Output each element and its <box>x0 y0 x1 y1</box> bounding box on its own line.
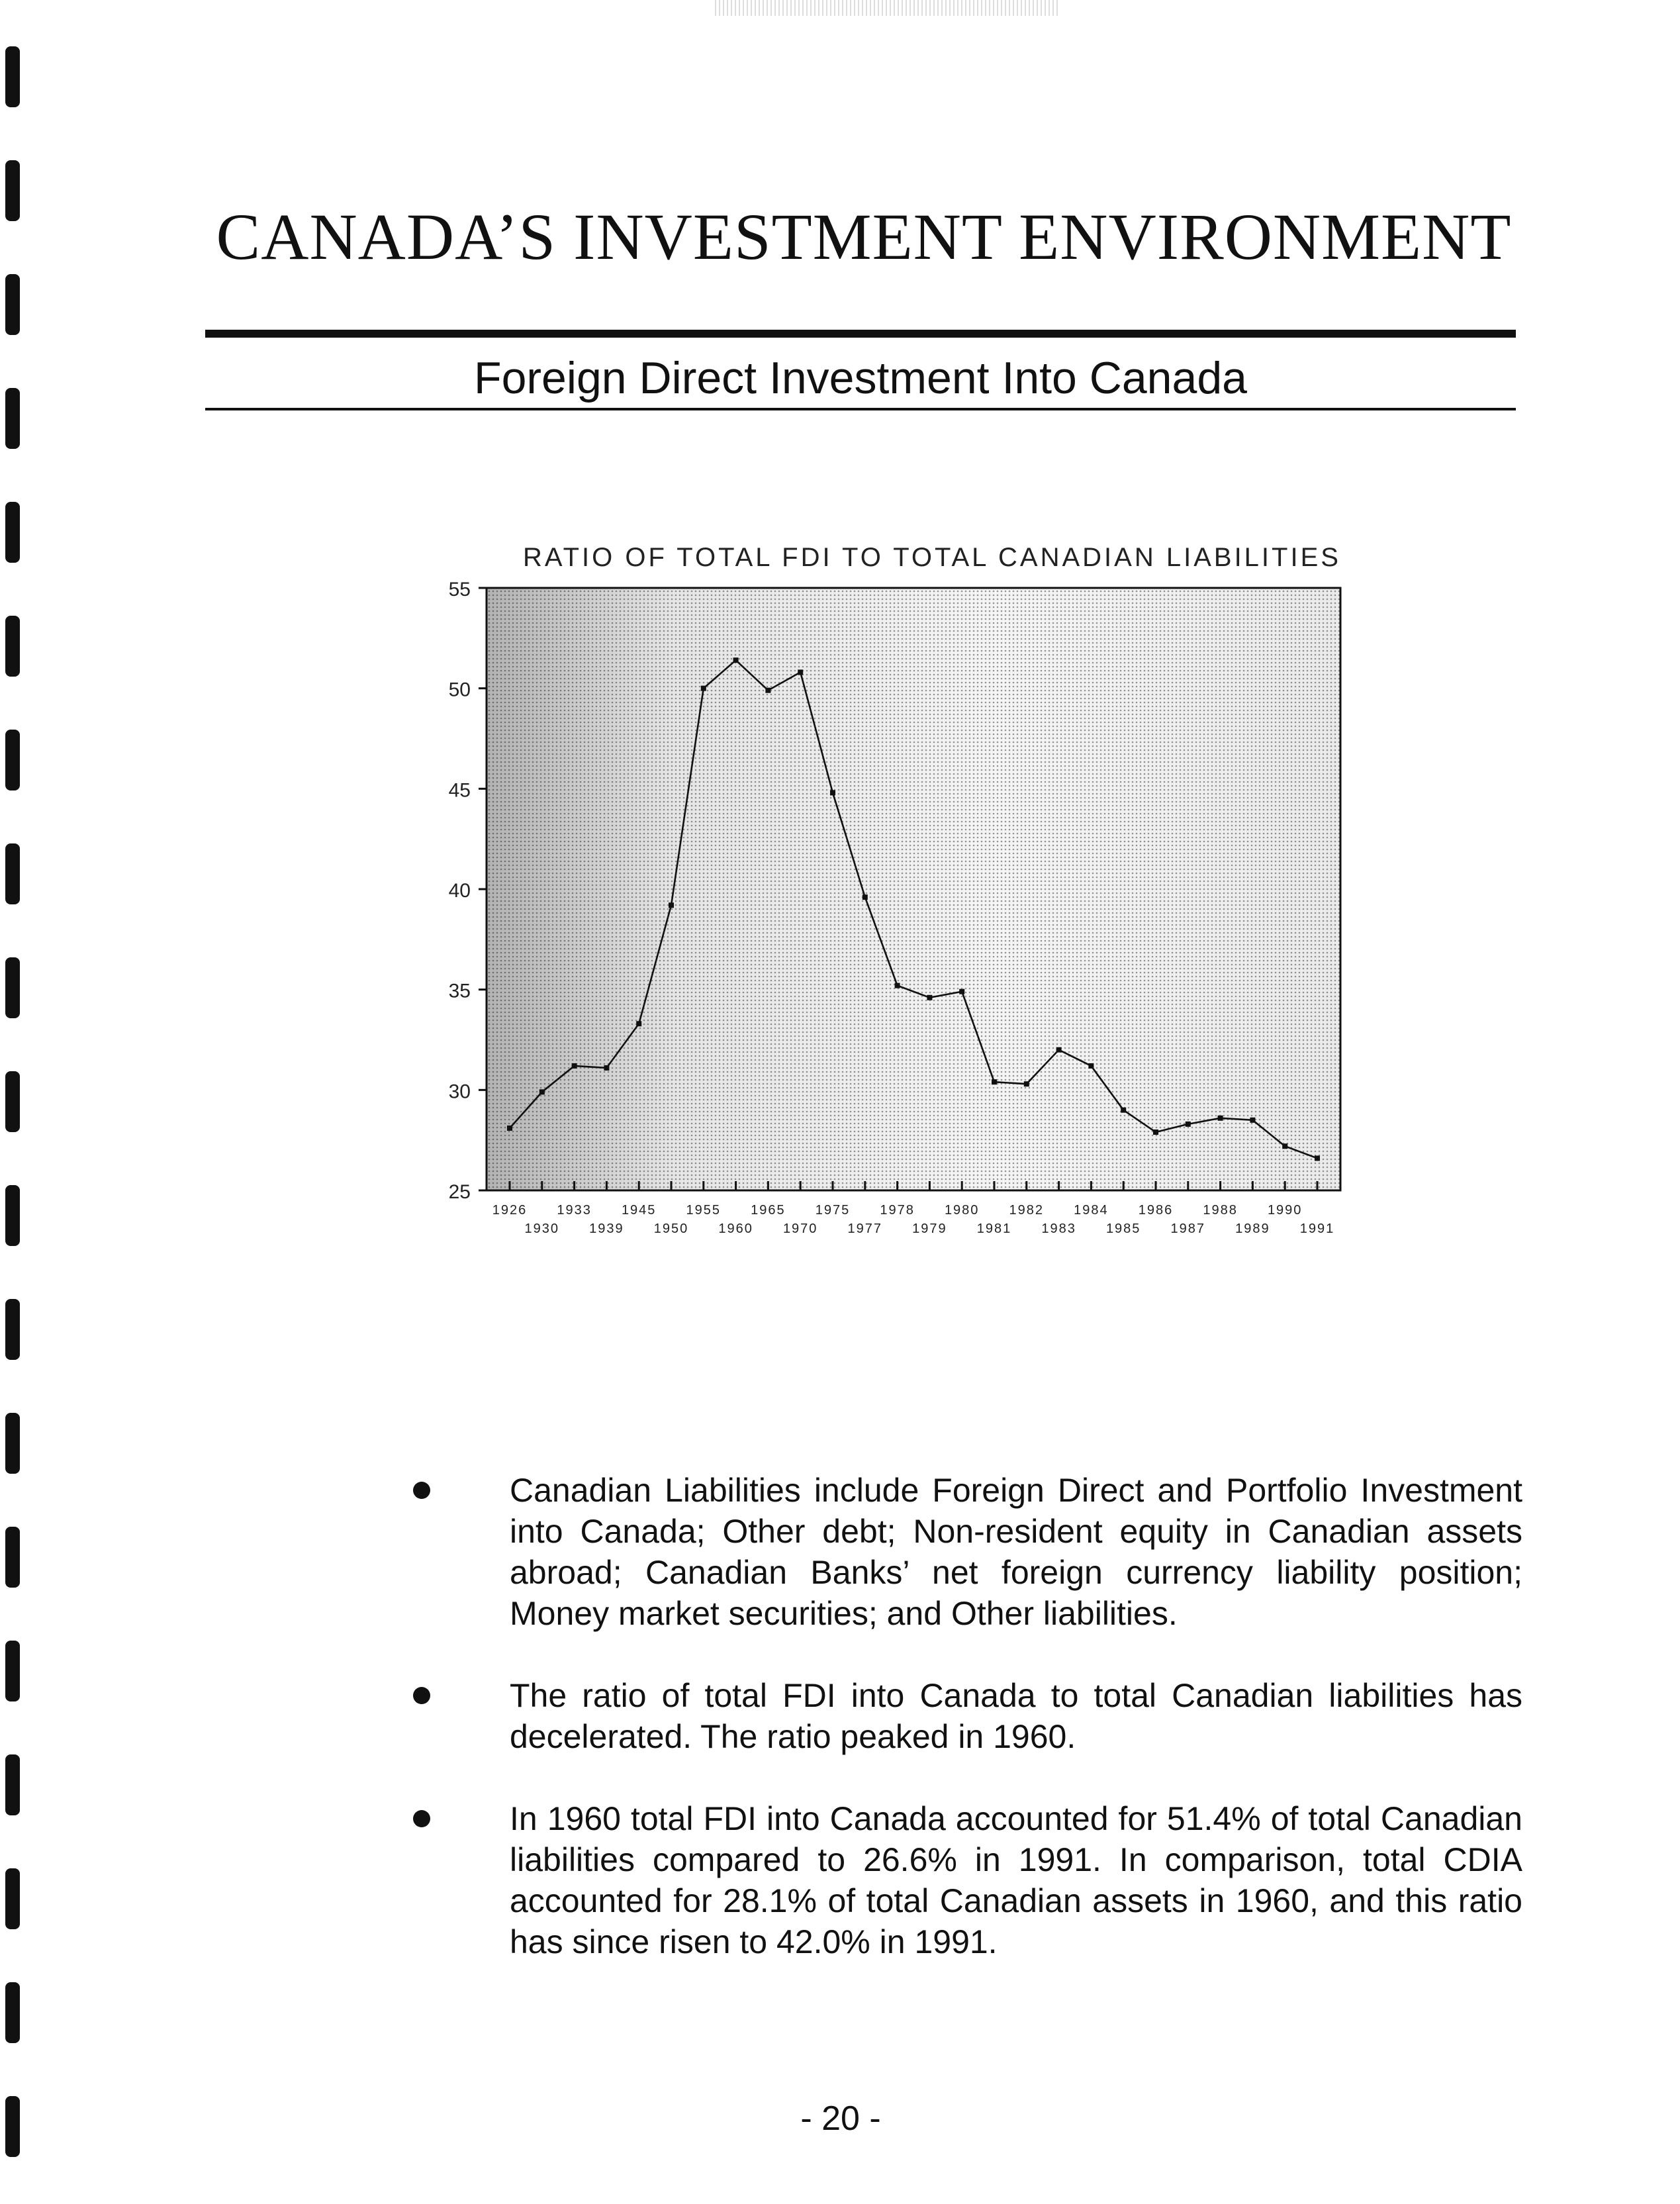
data-point <box>765 688 770 693</box>
x-tick-label: 1970 <box>782 1222 818 1236</box>
binder-hole-icon <box>5 1754 20 1815</box>
y-tick-label: 45 <box>448 779 471 802</box>
x-tick-label: 1975 <box>815 1203 851 1218</box>
chart-title: RATIO OF TOTAL FDI TO TOTAL CANADIAN LIABILITIES <box>523 543 1341 572</box>
x-tick-label: 1987 <box>1170 1222 1206 1236</box>
y-tick-label: 25 <box>448 1181 471 1203</box>
binder-hole-icon <box>5 1527 20 1588</box>
x-tick-label: 1983 <box>1041 1222 1076 1236</box>
x-tick-label: 1965 <box>751 1203 786 1218</box>
y-tick-label: 30 <box>448 1080 471 1103</box>
title-rule <box>205 330 1516 338</box>
data-point <box>1153 1129 1158 1135</box>
binder-hole-icon <box>5 160 20 221</box>
x-tick-label: 1933 <box>557 1203 592 1218</box>
binder-hole-icon <box>5 2096 20 2157</box>
data-point <box>539 1089 545 1094</box>
bullet-item <box>404 1470 1522 1634</box>
subtitle-rule <box>205 408 1516 410</box>
binder-hole-icon <box>5 957 20 1018</box>
data-point <box>863 894 868 900</box>
bullet-text: The ratio of total FDI into Canada to total Canadian liabilities has decelerated. The ratio peaked in 1960. <box>510 1677 1522 1755</box>
data-point <box>701 686 706 691</box>
x-tick-label: 1979 <box>912 1222 947 1236</box>
binder-hole-icon <box>5 502 20 563</box>
x-tick-label: 1990 <box>1267 1203 1303 1218</box>
x-tick-label: 1984 <box>1074 1203 1109 1218</box>
page-number: - 20 - <box>800 2099 881 2138</box>
data-point <box>830 790 835 795</box>
bullet-dot-icon <box>413 1482 430 1499</box>
x-tick-label: 1986 <box>1138 1203 1174 1218</box>
binder-hole-icon <box>5 388 20 449</box>
x-tick-label: 1978 <box>880 1203 915 1218</box>
data-point <box>992 1079 997 1084</box>
x-tick-label: 1985 <box>1105 1222 1141 1236</box>
data-point <box>507 1126 512 1131</box>
x-tick-label: 1945 <box>621 1203 657 1218</box>
data-point <box>1024 1081 1029 1086</box>
bullet-text: In 1960 total FDI into Canada accounted for 51.4% of total Canadian liabilities compared to 26.6% in 1991. In comparison, total CDIA accounted for 28.1% of total Canadian assets in 1960, and this ratio has since risen to 42.0% in 1991. <box>510 1800 1522 1960</box>
y-tick-label: 50 <box>448 679 471 701</box>
x-tick-label: 1960 <box>718 1222 753 1236</box>
data-point <box>1088 1063 1094 1069</box>
data-point <box>1186 1122 1191 1127</box>
x-tick-label: 1982 <box>1009 1203 1045 1218</box>
binder-hole-icon <box>5 1299 20 1360</box>
x-tick-label: 1955 <box>686 1203 722 1218</box>
binder-hole-icon <box>5 843 20 904</box>
y-tick-label: 55 <box>448 579 471 600</box>
y-tick-label: 35 <box>448 980 471 1002</box>
page-subtitle: Foreign Direct Investment Into Canada <box>474 353 1247 403</box>
data-point <box>1121 1108 1126 1113</box>
x-tick-label: 1980 <box>944 1203 980 1218</box>
binder-hole-icon <box>5 1413 20 1474</box>
y-tick-label: 40 <box>448 880 471 902</box>
x-tick-label: 1926 <box>492 1203 528 1218</box>
page-title: CANADA’S INVESTMENT ENVIRONMENT <box>216 200 1512 273</box>
binder-hole-icon <box>5 274 20 335</box>
data-point <box>636 1021 641 1026</box>
fdi-ratio-chart <box>424 569 1364 1271</box>
data-point <box>1218 1116 1223 1121</box>
data-point <box>927 995 932 1000</box>
data-point <box>798 669 803 675</box>
binder-hole-icon <box>5 730 20 791</box>
data-point <box>733 657 739 663</box>
binder-hole-icon <box>5 616 20 677</box>
bullet-text: Canadian Liabilities include Foreign Direct and Portfolio Investment into Canada; Other debt; Non-resident equity in Canadian assets abroad; Canadian Banks’ net foreign currency liability position; Money market securities; and Other liabilities. <box>510 1472 1522 1632</box>
binder-holes <box>0 0 40 2204</box>
plot-area <box>449 579 1340 1236</box>
data-point <box>1282 1143 1287 1149</box>
bullet-dot-icon <box>413 1810 430 1827</box>
bullet-item <box>404 1798 1522 1962</box>
data-point <box>572 1063 577 1069</box>
binder-hole-icon <box>5 1071 20 1132</box>
data-point <box>1315 1155 1320 1161</box>
binder-hole-icon <box>5 1641 20 1701</box>
x-tick-label: 1950 <box>653 1222 689 1236</box>
binder-hole-icon <box>5 1185 20 1246</box>
data-point <box>895 983 900 988</box>
data-point <box>1250 1118 1255 1123</box>
bullet-item <box>404 1675 1522 1757</box>
x-tick-label: 1977 <box>847 1222 883 1236</box>
bullet-list <box>404 1470 1522 2003</box>
binder-hole-icon <box>5 1982 20 2043</box>
x-tick-label: 1991 <box>1299 1222 1335 1236</box>
bullet-dot-icon <box>413 1687 430 1704</box>
data-point <box>669 902 674 908</box>
x-tick-label: 1981 <box>976 1222 1012 1236</box>
binder-hole-icon <box>5 1868 20 1929</box>
binder-hole-icon <box>5 46 20 107</box>
x-tick-label: 1989 <box>1235 1222 1270 1236</box>
data-point <box>1056 1047 1062 1053</box>
plot-shading-fade <box>487 588 1340 1190</box>
x-tick-label: 1930 <box>524 1222 560 1236</box>
x-tick-label: 1988 <box>1203 1203 1238 1218</box>
data-point <box>959 989 964 994</box>
data-point <box>604 1065 609 1071</box>
x-tick-label: 1939 <box>589 1222 624 1236</box>
scan-artifact <box>715 0 1059 16</box>
